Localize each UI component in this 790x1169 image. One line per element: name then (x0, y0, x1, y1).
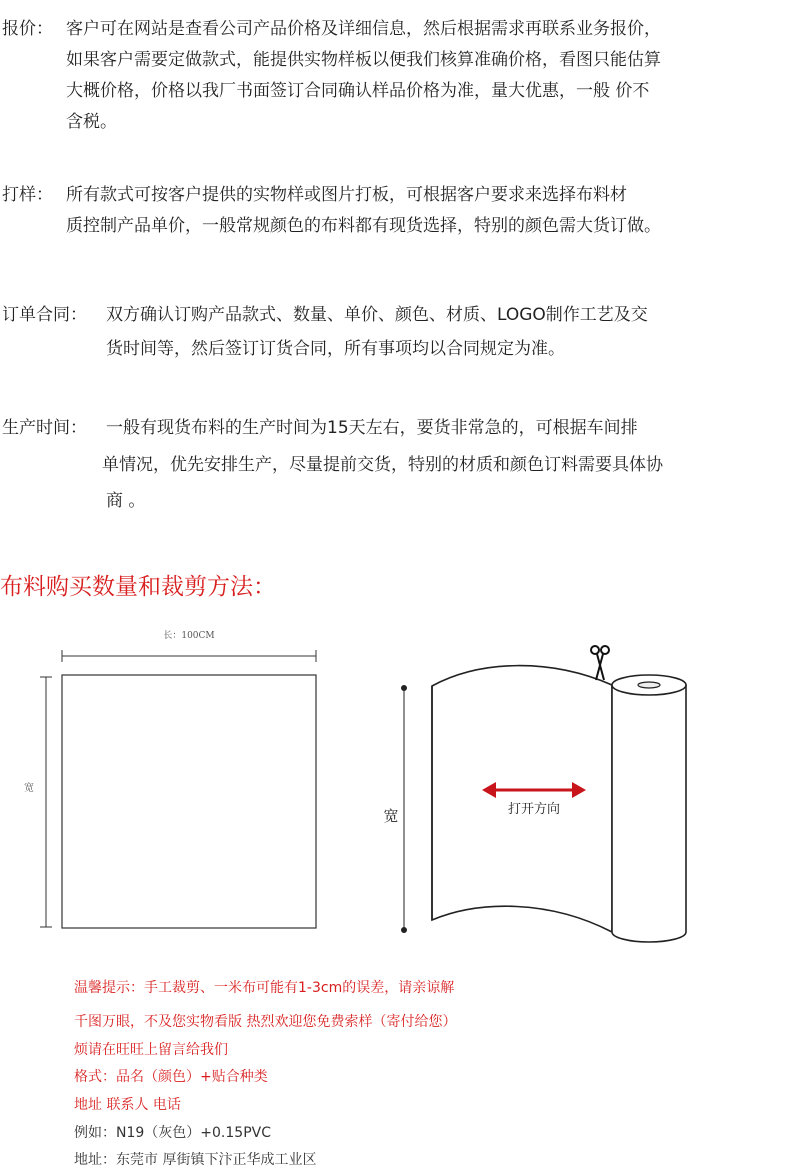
section-contract-line: 双方确认订购产品款式、数量、单价、颜色、材质、LOGO制作工艺及交 (106, 305, 648, 325)
flat-fabric-diagram (40, 650, 316, 928)
roll-core (638, 682, 660, 688)
width-label-right: 宽 (383, 807, 399, 825)
fabric-sheet (62, 675, 316, 928)
section-production-label: 生产时间： (2, 418, 87, 438)
note-line: 地址 联系人 电话 (74, 1097, 181, 1113)
note-address: 地址：东莞市 厚街镇下汴正华成工业区 (74, 1152, 317, 1168)
section-quote-line: 客户可在网站是查看公司产品价格及详细信息，然后根据需求再联系业务报价， (66, 19, 661, 39)
note-line: 格式：品名（颜色）+贴合种类 (74, 1069, 268, 1085)
section-sample-line: 质控制产品单价，一般常规颜色的布料都有现货选择，特别的颜色需大货订做。 (66, 216, 661, 236)
section-sample-label: 打样： (2, 185, 53, 205)
section-production-line: 一般有现货布料的生产时间为15天左右，要货非常急的，可根据车间排 (106, 418, 638, 438)
section-quote-line: 如果客户需要定做款式，能提供实物样板以便我们核算准确价格，看图只能估算 (66, 50, 661, 70)
note-line: 千图万眼，不及您实物看版 热烈欢迎您免费索样（寄付给您） (74, 1014, 457, 1030)
note-line: 烦请在旺旺上留言给我们 (74, 1042, 228, 1058)
length-label: 长：100CM (163, 631, 215, 641)
direction-label: 打开方向 (507, 802, 561, 817)
section-production-line: 单情况，优先安排生产，尽量提前交货，特别的材质和颜色订料需要具体协 (102, 455, 663, 475)
section-quote-line: 含税。 (66, 112, 117, 132)
section-sample-line: 所有款式可按客户提供的实物样或图片打板，可根据客户要求来选择布料材 (66, 185, 627, 205)
section-quote-label: 报价： (2, 19, 53, 39)
cutting-method-heading: 布料购买数量和裁剪方法： (0, 574, 276, 600)
section-contract-line: 货时间等，然后签订订货合同，所有事项均以合同规定为准。 (106, 339, 565, 359)
section-contract-label: 订单合同： (2, 305, 87, 325)
roll-body (612, 685, 686, 942)
scissors-icon (591, 646, 609, 680)
note-line: 温馨提示：手工裁剪、一米布可能有1-3cm的误差，请亲谅解 (74, 980, 455, 996)
width-label-left: 宽 (24, 783, 34, 794)
section-quote-line: 大概价格，价格以我厂书面签订合同确认样品价格为准，量大优惠，一般 价不 (66, 81, 650, 101)
note-example: 例如：N19（灰色）+0.15PVC (74, 1125, 271, 1141)
unrolled-fabric (432, 666, 612, 932)
section-production-line: 商 。 (106, 491, 146, 511)
